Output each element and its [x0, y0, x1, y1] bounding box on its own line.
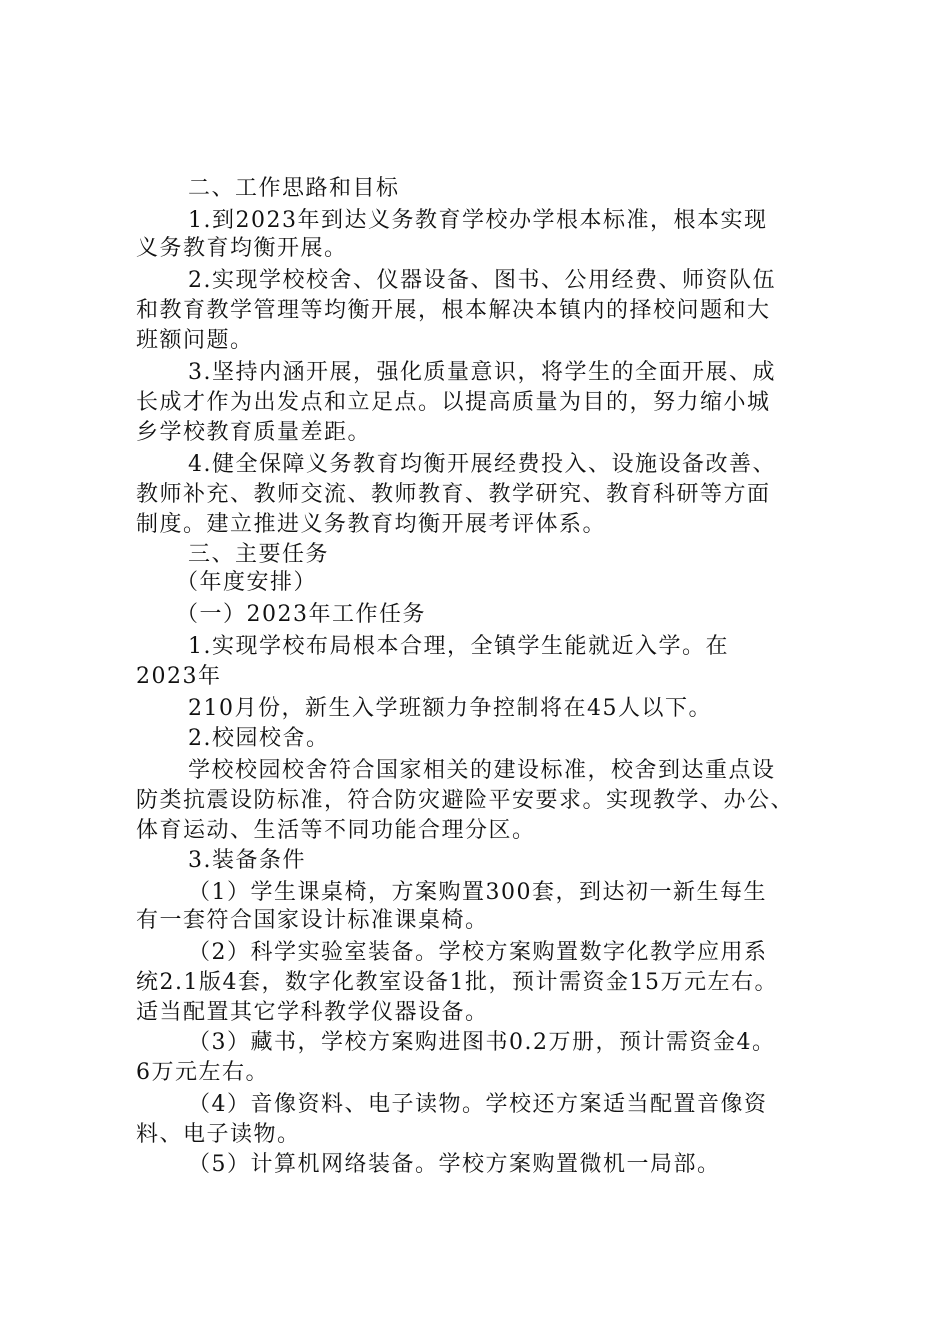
- paragraph-line: （3）藏书，学校方案购进图书0.2万册，预计需资金4。: [188, 1030, 776, 1055]
- paragraph-line: 6万元左右。: [136, 1060, 269, 1085]
- paragraph-line: 料、电子读物。: [136, 1122, 301, 1147]
- paragraph-line: 学校校园校舍符合国家相关的建设标准，校舍到达重点设: [188, 758, 776, 783]
- paragraph-line: 210月份，新生入学班额力争控制将在45人以下。: [188, 696, 712, 721]
- paragraph-line: 乡学校教育质量差距。: [136, 420, 372, 445]
- paragraph-line: 2.实现学校校舍、仪器设备、图书、公用经费、师资队伍: [188, 268, 776, 293]
- paragraph-line: 有一套符合国家设计标准课桌椅。: [136, 908, 489, 933]
- paragraph-line: 2023年: [136, 664, 222, 689]
- paragraph-line: 统2.1版4套，数字化教室设备1批，预计需资金15万元左右。: [136, 970, 778, 995]
- paragraph-line: 2.校园校舍。: [188, 726, 330, 751]
- paragraph-line: 长成才作为出发点和立足点。以提高质量为目的，努力缩小城: [136, 390, 771, 415]
- paragraph-line: 体育运动、生活等不同功能合理分区。: [136, 818, 536, 843]
- paragraph-line: 3.装备条件: [188, 848, 306, 873]
- paragraph-line: （5）计算机网络装备。学校方案购置微机一局部。: [188, 1152, 721, 1177]
- paragraph-line: 和教育教学管理等均衡开展，根本解决本镇内的择校问题和大: [136, 298, 771, 323]
- heading-main-tasks: 三、主要任务: [188, 542, 330, 567]
- paragraph-line: （2）科学实验室装备。学校方案购置数字化教学应用系: [188, 940, 768, 965]
- paragraph-line: 班额问题。: [136, 328, 254, 353]
- paragraph-line: 1.到2023年到达义务教育学校办学根本标准，根本实现: [188, 208, 768, 233]
- heading-2023-tasks: （一）2023年工作任务: [176, 602, 426, 627]
- heading-work-ideas: 二、工作思路和目标: [188, 176, 400, 201]
- paragraph-line: （4）音像资料、电子读物。学校还方案适当配置音像资: [188, 1092, 768, 1117]
- paragraph-line: 防类抗震设防标准，符合防灾避险平安要求。实现教学、办公、: [136, 788, 795, 813]
- paragraph-line: 4.健全保障义务教育均衡开展经费投入、设施设备改善、: [188, 452, 776, 477]
- paragraph-line: （年度安排）: [176, 570, 318, 595]
- paragraph-line: 教师补充、教师交流、教师教育、教学研究、教育科研等方面: [136, 482, 771, 507]
- paragraph-line: 1.实现学校布局根本合理，全镇学生能就近入学。在: [188, 634, 729, 659]
- paragraph-line: 适当配置其它学科教学仪器设备。: [136, 1000, 489, 1025]
- paragraph-line: （1）学生课桌椅，方案购置300套，到达初一新生每生: [188, 880, 767, 905]
- paragraph-line: 制度。建立推进义务教育均衡开展考评体系。: [136, 512, 607, 537]
- paragraph-line: 3.坚持内涵开展，强化质量意识，将学生的全面开展、成: [188, 360, 776, 385]
- paragraph-line: 义务教育均衡开展。: [136, 236, 348, 261]
